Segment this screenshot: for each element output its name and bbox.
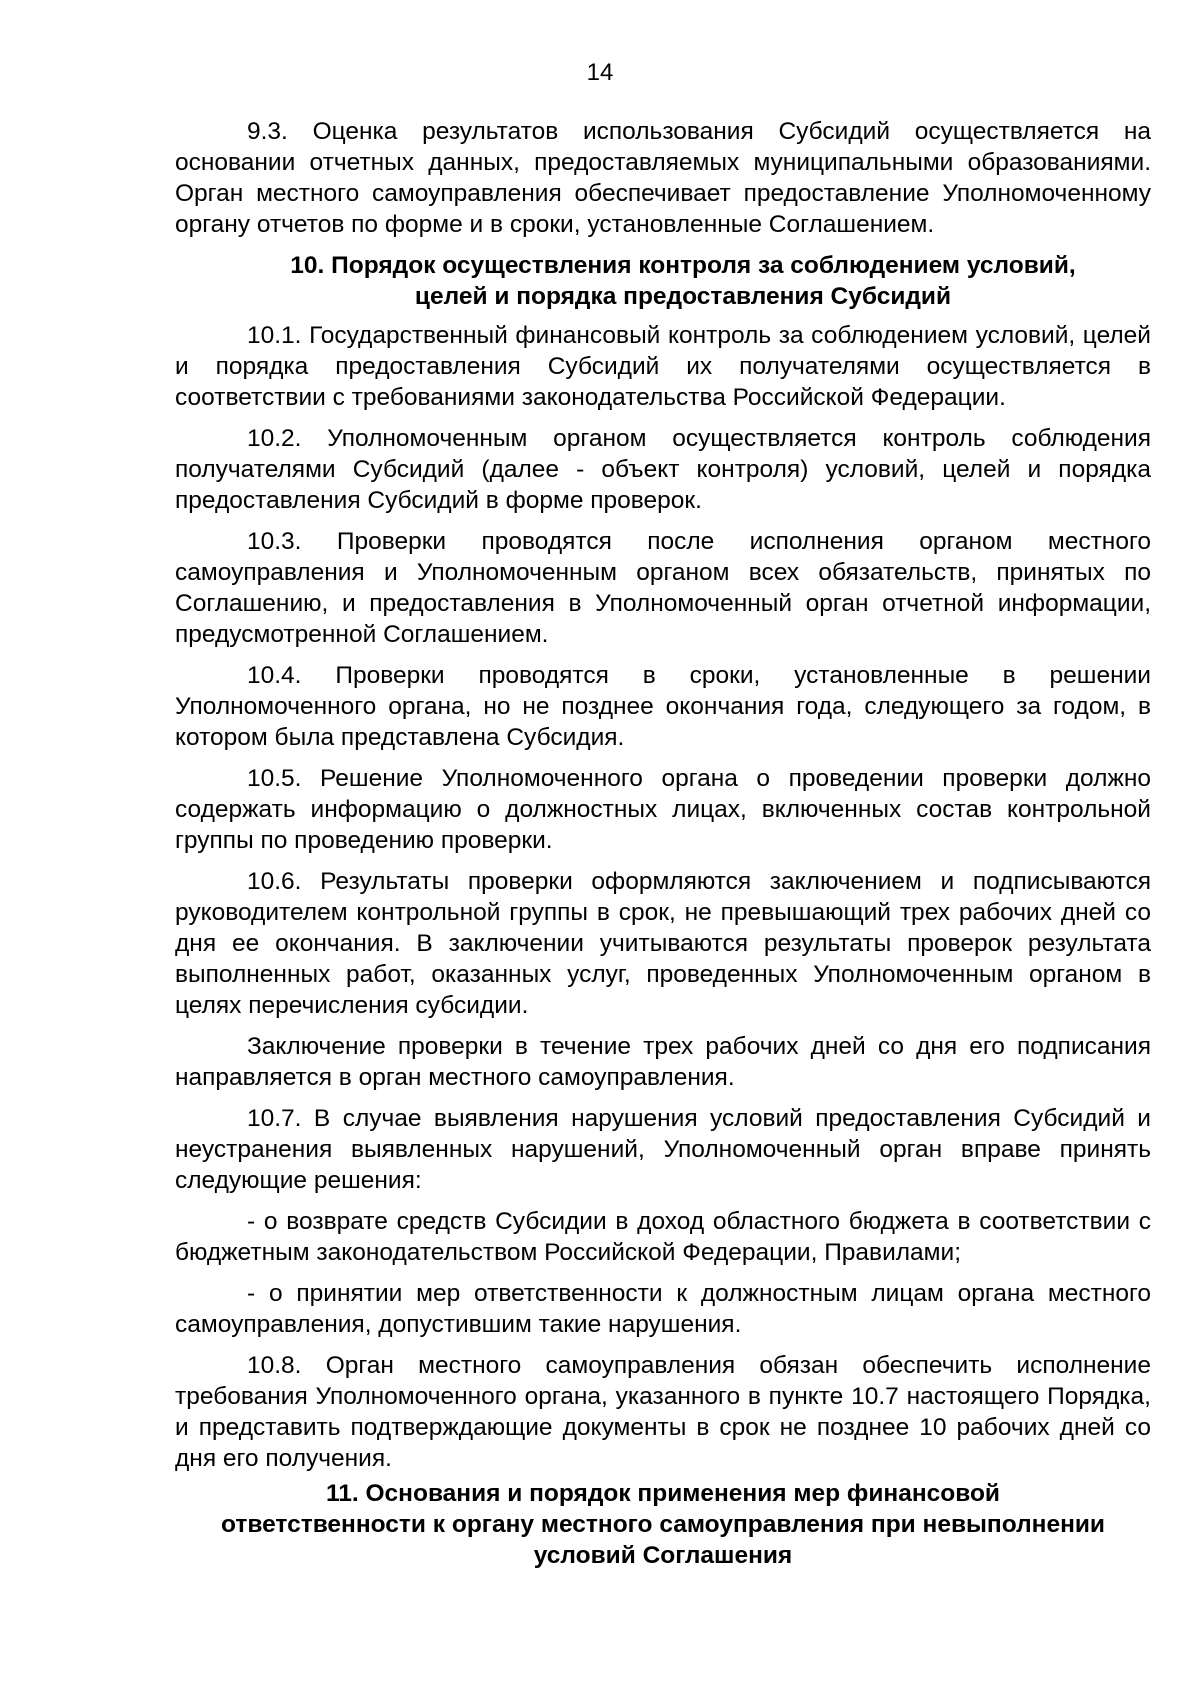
document-body	[175, 116, 1151, 1579]
paragraph-10-8: 10.8. Орган местного самоуправления обязан обеспечить исполнение требования Уполномоченного органа, указанного в пункте 10.7 настоящего Порядка, и представить подтверждающие документы в срок не позднее 10 рабочих дней со дня его получения.	[175, 1352, 1151, 1472]
paragraph-10-6: 10.6. Результаты проверки оформляются заключением и подписываются руководителем контрольной группы в срок, не превышающий трех рабочих дней со дня ее окончания. В заключении учитываются результаты проверок результата выполненных работ, оказанных услуг, проведенных Уполномоченным органом в целях перечисления субсидии.	[175, 868, 1151, 1019]
paragraph-10-2: 10.2. Уполномоченным органом осуществляется контроль соблюдения получателями Субсидий (далее - объект контроля) условий, целей и порядка предоставления Субсидий в форме проверок.	[175, 425, 1151, 514]
section-heading-10	[175, 250, 1151, 312]
paragraph-conclusion: Заключение проверки в течение трех рабочих дней со дня его подписания направляется в орган местного самоуправления.	[175, 1033, 1151, 1091]
heading-line: целей и порядка предоставления Субсидий	[414, 283, 952, 310]
heading-line: 10. Порядок осуществления контроля за соблюдением условий,	[290, 252, 1076, 279]
page-number: 14	[586, 59, 614, 86]
heading-line: ответственности к органу местного самоуправления при невыполнении	[221, 1511, 1105, 1538]
paragraph-10-7: 10.7. В случае выявления нарушения условий предоставления Субсидий и неустранения выявленных нарушений, Уполномоченный орган вправе принять следующие решения:	[175, 1105, 1151, 1194]
paragraph-10-1: 10.1. Государственный финансовый контроль за соблюдением условий, целей и порядка предоставления Субсидий их получателями осуществляется в соответствии с требованиями законодательства Российской Федерации.	[175, 322, 1151, 411]
list-item-responsibility: - о принятии мер ответственности к должностным лицам органа местного самоуправления, допустившим такие нарушения.	[175, 1280, 1151, 1338]
section-heading-11	[175, 1478, 1151, 1571]
paragraph-10-3: 10.3. Проверки проводятся после исполнения органом местного самоуправления и Уполномоченным органом всех обязательств, принятых по Соглашению, и предоставления в Уполномоченный орган отчетной информации, предусмотренной Соглашением.	[175, 528, 1151, 648]
heading-line: условий Соглашения	[533, 1542, 793, 1569]
heading-line: 11. Основания и порядок применения мер финансовой	[325, 1480, 1000, 1507]
paragraph-10-4: 10.4. Проверки проводятся в сроки, установленные в решении Уполномоченного органа, но не позднее окончания года, следующего за годом, в котором была представлена Субсидия.	[175, 662, 1151, 751]
paragraph-10-5: 10.5. Решение Уполномоченного органа о проведении проверки должно содержать информацию о должностных лицах, включенных состав контрольной группы по проведению проверки.	[175, 765, 1151, 854]
paragraph-9-3: 9.3. Оценка результатов использования Субсидий осуществляется на основании отчетных данных, предоставляемых муниципальными образованиями. Орган местного самоуправления обеспечивает предоставление Уполномоченному органу отчетов по форме и в сроки, установленные Соглашением.	[175, 118, 1151, 238]
list-item-return-funds: - о возврате средств Субсидии в доход областного бюджета в соответствии с бюджетным законодательством Российской Федерации, Правилами;	[175, 1208, 1151, 1266]
